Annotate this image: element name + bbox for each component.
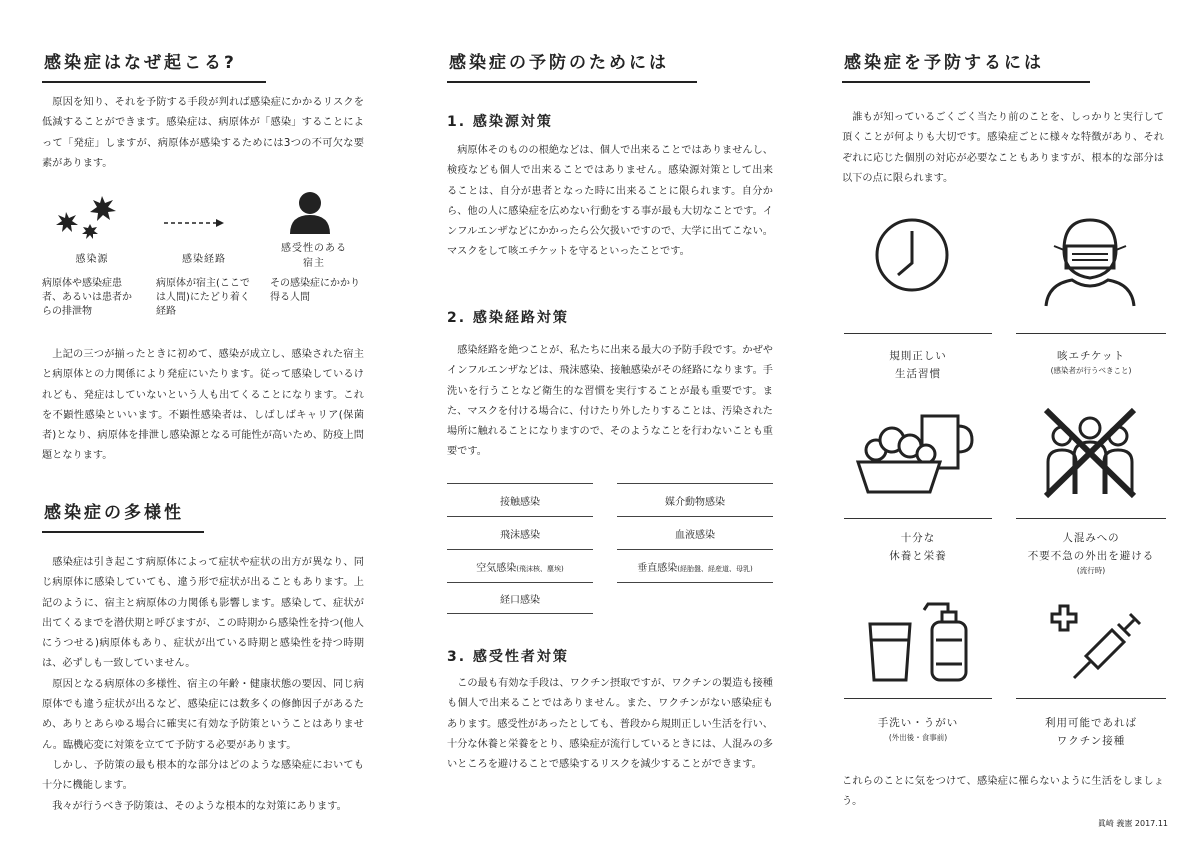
caption-regular-life [844, 347, 992, 383]
label-infection-source: 感染源 [75, 254, 109, 265]
heading-causes-block [42, 48, 266, 83]
table-cell [447, 526, 593, 541]
caption-line: 休養と栄養 [889, 550, 947, 562]
route-control-paragraph: 感染経路を絶つことが、私たちに出来る最大の予防手段です。かぜやインフルエンザなどは、飛沫感染、接触感染がその経路になります。手洗いを行うことなど衛生的な習慣を実行することが最も重要です。また、マスクを付ける場合に、付けたり外したりすることは、汚染された場所に触れることになりますので、そのようなことを行わないことも重要です。 [447, 345, 773, 458]
heading-for-prevention: 感染症の予防のためには [449, 53, 669, 73]
table-rule [617, 582, 773, 583]
source-control-paragraph: 病原体そのものの根絶などは、個人で出来ることではありませんし、検疫なども個人で出来ることではありません。感染源対策として出来ることは、自分が患者となった時に出来ることに限られます。自分から、他の人に感染症を広めない行動をする事が最も大切なことです。インフルエンザなどにかかったら公欠扱いですので、大学に出てこない。マスクをして咳エチケットを守るといったことです。 [447, 145, 773, 258]
diversity-paragraph-2: 原因となる病原体の多様性、宿主の年齢・健康状態の要因、同じ病原体でも違う症状が出るなど、感染症には数多くの修飾因子があるため、ありとあらゆる場合に確実に有効な予防策ということはありません。臨機応変に対策を立てて予防する必要があります。 [42, 678, 364, 751]
heading-underline [842, 81, 1090, 83]
heading-how-to-prevent-block [842, 48, 1090, 83]
grid-rule [844, 698, 992, 699]
soap-and-cup-icon [864, 600, 974, 684]
label-susceptible-host: 感受性のある 宿主 [281, 243, 347, 269]
caption-cough-etiquette [1016, 347, 1166, 377]
route-note: (飛沫核、塵埃) [516, 565, 564, 573]
caption-line: 不要不急の外出を避ける [1027, 550, 1155, 562]
route-name: 垂直感染 [637, 563, 678, 574]
caption-note: (感染者が行うべきこと) [1050, 366, 1132, 375]
table-rule [617, 483, 773, 484]
no-crowd-icon [1040, 406, 1140, 500]
diversity-text [42, 553, 364, 817]
food-and-drink-icon [856, 410, 978, 496]
caption-line: 利用可能であれば [1045, 717, 1137, 729]
table-cell [447, 591, 593, 606]
diversity-paragraph-3: しかし、予防策の最も根本的な部分はどのような感染症においても十分に機能します。 [42, 759, 364, 792]
heading-underline [42, 531, 204, 533]
caption-rest-nutrition [844, 529, 992, 565]
heading-diversity: 感染症の多様性 [44, 503, 184, 523]
heading-underline [447, 81, 697, 83]
heading-why-infection: 感染症はなぜ起こる? [44, 53, 237, 73]
caption-vaccination [1016, 714, 1166, 750]
heading-how-to-prevent: 感染症を予防するには [844, 53, 1044, 73]
clock-icon [874, 217, 950, 293]
desc-susceptible-host: その感染症にかかり得る人間 [270, 278, 360, 303]
desc-infection-route: 病原体が宿主(ここでは人間)にたどり着く経路 [156, 278, 250, 317]
susceptible-control-paragraph: この最も有効な手段は、ワクチン摂取ですが、ワクチンの製造も接種も個人で出来ることではありません。また、ワクチンがない感染症もあります。感受性があったとしても、普段から規則正しい生活を行い、十分な休養と栄養をとり、感染症が流行しているときには、人混みの多いところを避けることで感染するリスクを減少することができます。 [447, 678, 773, 771]
diversity-paragraph-1: 感染症は引き起こす病原体によって症状や症状の出方が異なり、同じ病原体に感染していても、違う形で症状が出ることもあります。上記のように、宿主と病原体の力関係も影響します。感染して、症状が出てくるまでを潜伏期と呼びますが、この時期から感染性を持つ(他人にうつせる)病原体もあり、症状が出ている時期と感染性を持つ時期は、必ずしも一致していません。 [42, 557, 364, 670]
label-infection-route: 感染経路 [182, 254, 226, 265]
how-to-prevent-intro: 誰もが知っているごくごく当たり前のことを、しっかりと実行して頂くことが何よりも大切です。感染症ごとに様々な特徴があり、それぞれに応じた個別の対応が必要なこともありますが、根本的な部分は以下の点に限られます。 [842, 112, 1164, 184]
route-note: (経胎盤、経産道、母乳) [677, 565, 753, 573]
table-rule [447, 582, 593, 583]
route-name: 飛沫感染 [500, 530, 540, 541]
table-rule [617, 516, 773, 517]
caption-line: 十分な [900, 532, 936, 544]
diversity-paragraph-4: 我々が行うべき予防策は、そのような根本的な対策にあります。 [52, 800, 347, 812]
person-icon [288, 190, 332, 234]
germs-icon [50, 194, 130, 244]
caption-line: 人混みへの [1062, 532, 1120, 544]
grid-rule [1016, 518, 1166, 519]
heading-prevention-block [447, 48, 697, 83]
table-rule [447, 613, 593, 614]
route-name: 媒介動物感染 [665, 497, 725, 508]
grid-rule [844, 518, 992, 519]
infection-elements-diagram [42, 190, 364, 330]
table-rule [617, 549, 773, 550]
table-cell [617, 526, 773, 541]
caption-line: 規則正しい [889, 350, 947, 362]
table-rule [447, 516, 593, 517]
grid-rule [1016, 698, 1166, 699]
route-arrow-icon [164, 218, 226, 228]
table-cell [617, 559, 773, 574]
vaccine-syringe-icon [1046, 600, 1140, 684]
grid-rule [1016, 333, 1166, 334]
table-rule [447, 483, 593, 484]
mask-person-icon [1042, 212, 1138, 308]
route-name: 接触感染 [500, 497, 540, 508]
caption-line: 手洗い・うがい [877, 717, 959, 729]
desc-infection-source: 病原体や感染症患者、あるいは患者からの排泄物 [42, 278, 132, 317]
author-signature: 眞崎 義憲 2017.11 [1097, 819, 1168, 828]
grid-rule [844, 333, 992, 334]
caption-note: (外出後・食事前) [888, 733, 948, 742]
table-rule [447, 549, 593, 550]
heading-diversity-block [42, 498, 204, 533]
subheading-source-control: 1. 感染源対策 [447, 114, 553, 130]
closing-paragraph: これらのことに気をつけて、感染症に罹らないように生活をしましょう。 [842, 776, 1164, 808]
caption-avoid-crowds [1010, 529, 1172, 577]
subheading-susceptible-control: 3. 感受性者対策 [447, 649, 569, 665]
caption-line: 咳エチケット [1056, 350, 1126, 362]
subheading-route-control: 2. 感染経路対策 [447, 310, 569, 326]
caption-note: (流行時) [1076, 566, 1106, 575]
establishment-paragraph: 上記の三つが揃ったときに初めて、感染が成立し、感染された宿主と病原体との力関係により発症にいたります。従って感染しているけれども、発症はしていないという人も出てくることになります。これを不顕性感染といいます。不顕性感染者は、しばしばキャリア(保菌者)となり、病原体を排泄し感染源となる可能性が高いため、防疫上問題となります。 [42, 349, 364, 462]
intro-paragraph: 原因を知り、それを予防する手段が判れば感染症にかかるリスクを低減することができます。感染症は、病原体が「感染」することによって「発症」しますが、病原体が感染するためには3つの不可欠な要素があります。 [42, 97, 364, 169]
caption-handwash-gargle [844, 714, 992, 744]
table-cell [447, 559, 593, 574]
table-cell [617, 493, 773, 508]
caption-line: 生活習慣 [895, 368, 941, 380]
route-name: 経口感染 [500, 595, 540, 606]
route-name: 血液感染 [675, 530, 715, 541]
infection-routes-table [447, 483, 773, 615]
caption-line: ワクチン接種 [1056, 735, 1126, 747]
heading-underline [42, 81, 266, 83]
route-name: 空気感染 [476, 563, 517, 574]
table-cell [447, 493, 593, 508]
